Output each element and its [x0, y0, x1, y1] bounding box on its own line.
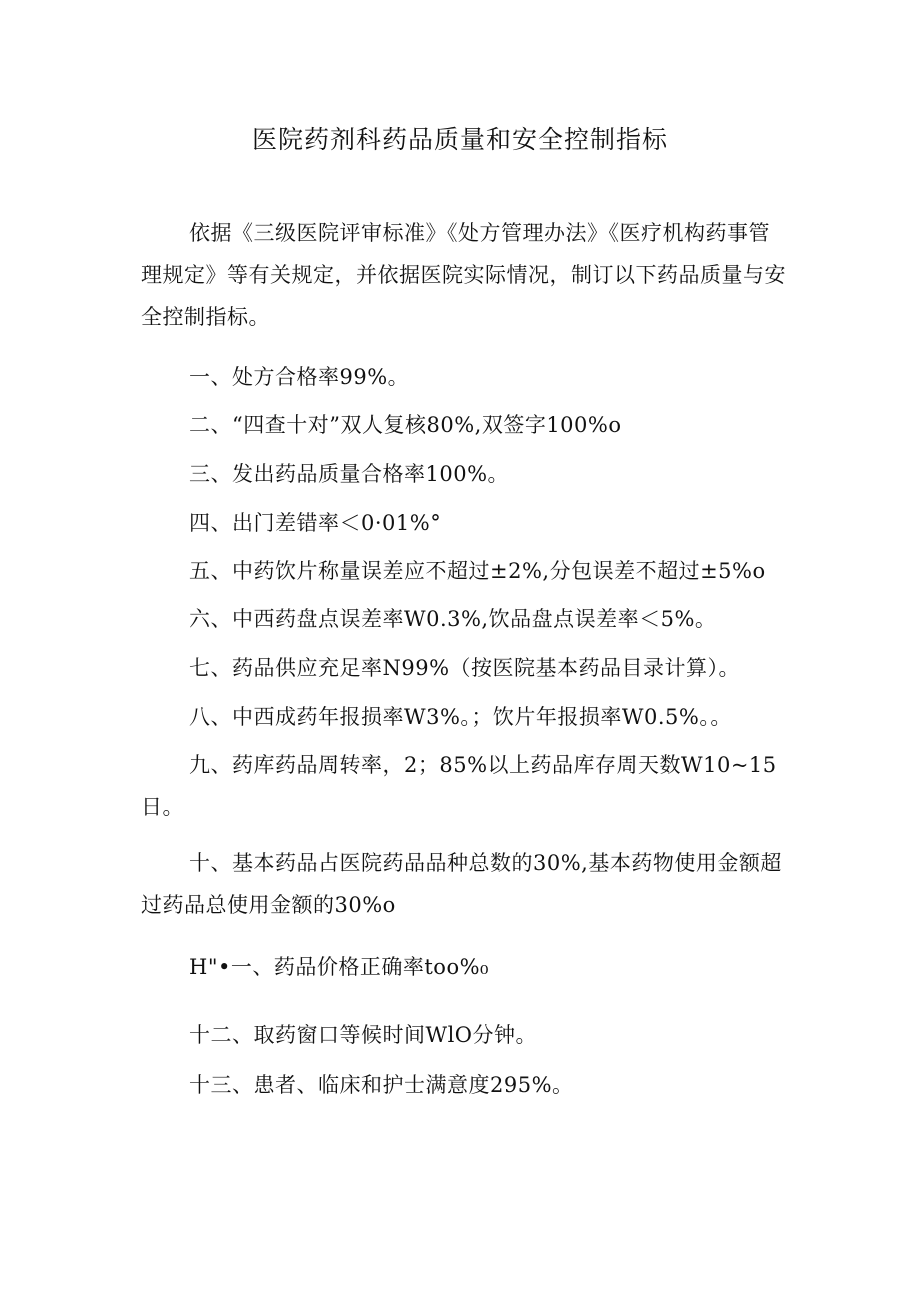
indicator-item-6: 六、中西药盘点误差率W0.3%,饮品盘点误差率＜5%。 [189, 607, 717, 631]
indicator-item-2: 二、“四查十对”双人复核80%,双签字100%o [189, 413, 622, 437]
indicator-item-3: 三、发出药品质量合格率100%。 [189, 462, 510, 486]
indicator-item-8: 八、中西成药年报损率W3%。；饮片年报损率W0.5%。。 [189, 705, 732, 729]
indicator-item-5: 五、中药饮片称量误差应不超过±2%,分包误差不超过±5%o [189, 559, 766, 583]
intro-paragraph: 依据《三级医院评审标准》《处方管理办法》《医疗机构药事管理规定》等有关规定，并依据医院实际情况，制订以下药品质量与安全控制指标。 [141, 221, 786, 329]
indicator-item-9: 九、药库药品周转率，2；85%以上药品库存周天数W10~15日。 [141, 753, 777, 819]
document-title: 医院药剂科药品质量和安全控制指标 [251, 125, 668, 154]
indicator-item-1: 一、处方合格率99%。 [189, 365, 410, 389]
indicator-item-12: 十二、取药窗口等候时间WlO分钟。 [189, 1023, 538, 1047]
indicator-item-13: 十三、患者、临床和护士满意度295%。 [189, 1073, 574, 1097]
indicator-item-11: H"•一、药品价格正确率too%₀ [189, 955, 489, 979]
indicator-item-4: 四、出门差错率＜0·01%° [189, 511, 442, 535]
indicator-item-10: 十、基本药品占医院药品品种总数的30%,基本药物使用金额超过药品总使用金额的30%o [141, 851, 782, 917]
indicator-item-7: 七、药品供应充足率N99%（按医院基本药品目录计算）。 [189, 656, 741, 680]
